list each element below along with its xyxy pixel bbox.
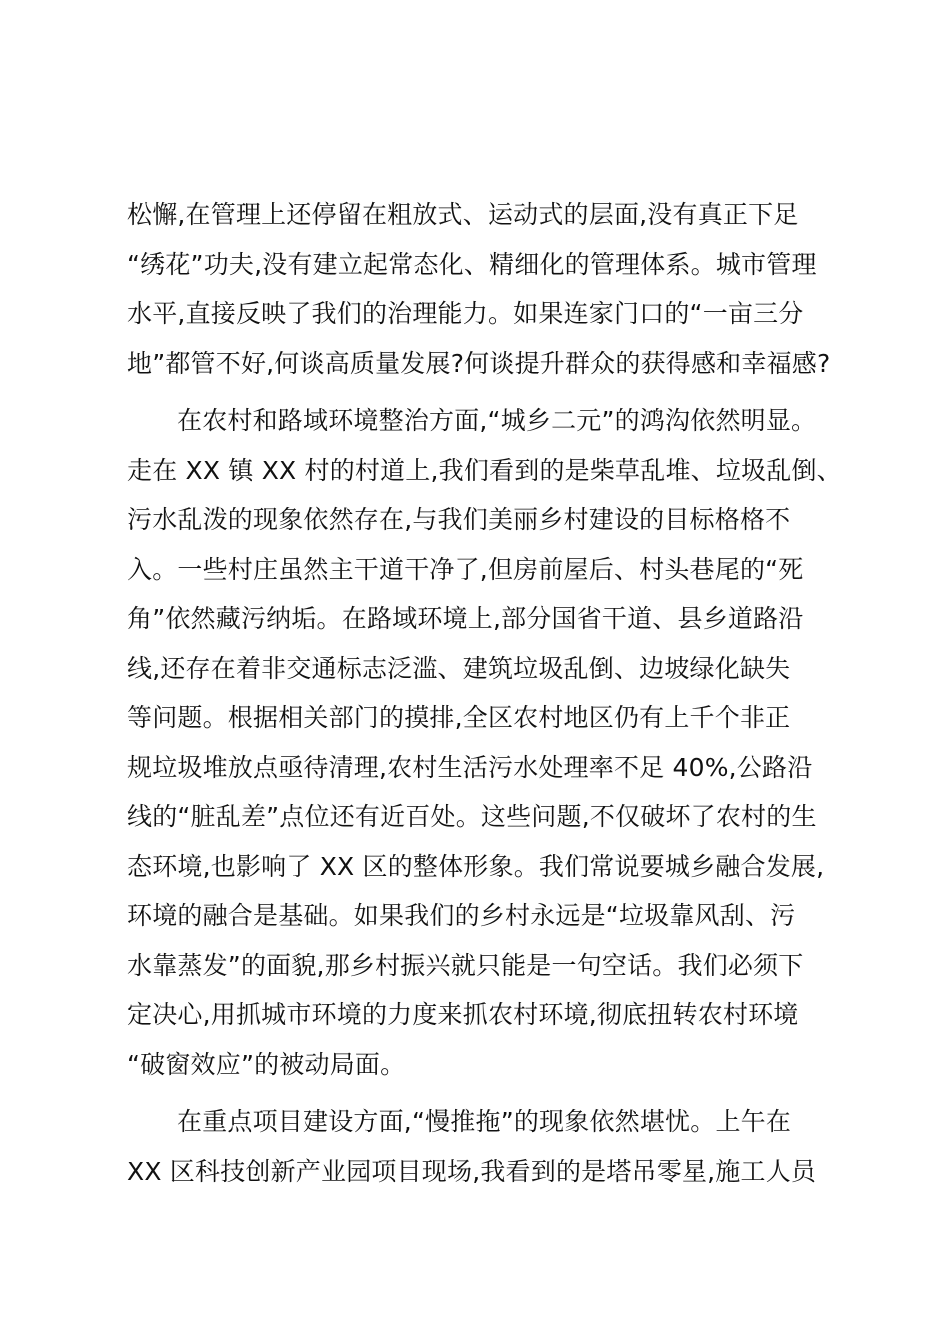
text-line: 走在 XX 镇 XX 村的村道上,我们看到的是柴草乱堆、垃圾乱倒、	[127, 455, 842, 485]
text-line: 在农村和路域环境整治方面,“城乡二元”的鸿沟依然明显。	[177, 406, 817, 435]
paragraph-key-projects	[127, 1097, 839, 1196]
text-line: 水平,直接反映了我们的治理能力。如果连家门口的“一亩三分	[127, 299, 804, 328]
text-line: 污水乱泼的现象依然存在,与我们美丽乡村建设的目标格格不	[127, 505, 791, 534]
text-line: 松懈,在管理上还停留在粗放式、运动式的层面,没有真正下足	[127, 200, 799, 229]
text-line: 在重点项目建设方面,“慢推拖”的现象依然堪忧。上午在	[177, 1107, 792, 1136]
text-line: 水靠蒸发”的面貌,那乡村振兴就只能是一句空话。我们必须下	[127, 950, 804, 980]
text-line: 线的“脏乱差”点位还有近百处。这些问题,不仅破坏了农村的生	[127, 802, 817, 831]
text-line: XX 区科技创新产业园项目现场,我看到的是塔吊零星,施工人员	[127, 1156, 817, 1186]
paragraph-urban-management	[127, 190, 839, 388]
text-line: 环境的融合是基础。如果我们的乡村永远是“垃圾靠风刮、污	[127, 901, 796, 930]
text-line: 入。一些村庄虽然主干道干净了,但房前屋后、村头巷尾的“死	[127, 554, 804, 584]
text-line: 等问题。根据相关部门的摸排,全区农村地区仍有上千个非正	[127, 703, 791, 732]
text-line: 规垃圾堆放点亟待清理,农村生活污水处理率不足 40%,公路沿	[127, 752, 813, 782]
text-line: 态环境,也影响了 XX 区的整体形象。我们常说要城乡融合发展,	[127, 851, 825, 881]
text-line: 定决心,用抓城市环境的力度来抓农村环境,彻底扭转农村环境	[127, 1000, 799, 1029]
text-line: “绣花”功夫,没有建立起常态化、精细化的管理体系。城市管理	[127, 249, 817, 279]
paragraph-rural-environment	[127, 396, 842, 1089]
text-line: 线,还存在着非交通标志泛滥、建筑垃圾乱倒、边坡绿化缺失	[127, 653, 791, 683]
document-body	[127, 190, 842, 1196]
text-line: “破窗效应”的被动局面。	[127, 1049, 406, 1079]
text-line: 地”都管不好,何谈高质量发展?何谈提升群众的获得感和幸福感?	[127, 348, 831, 378]
text-line: 角”依然藏污纳垢。在路域环境上,部分国省干道、县乡道路沿	[127, 604, 804, 633]
